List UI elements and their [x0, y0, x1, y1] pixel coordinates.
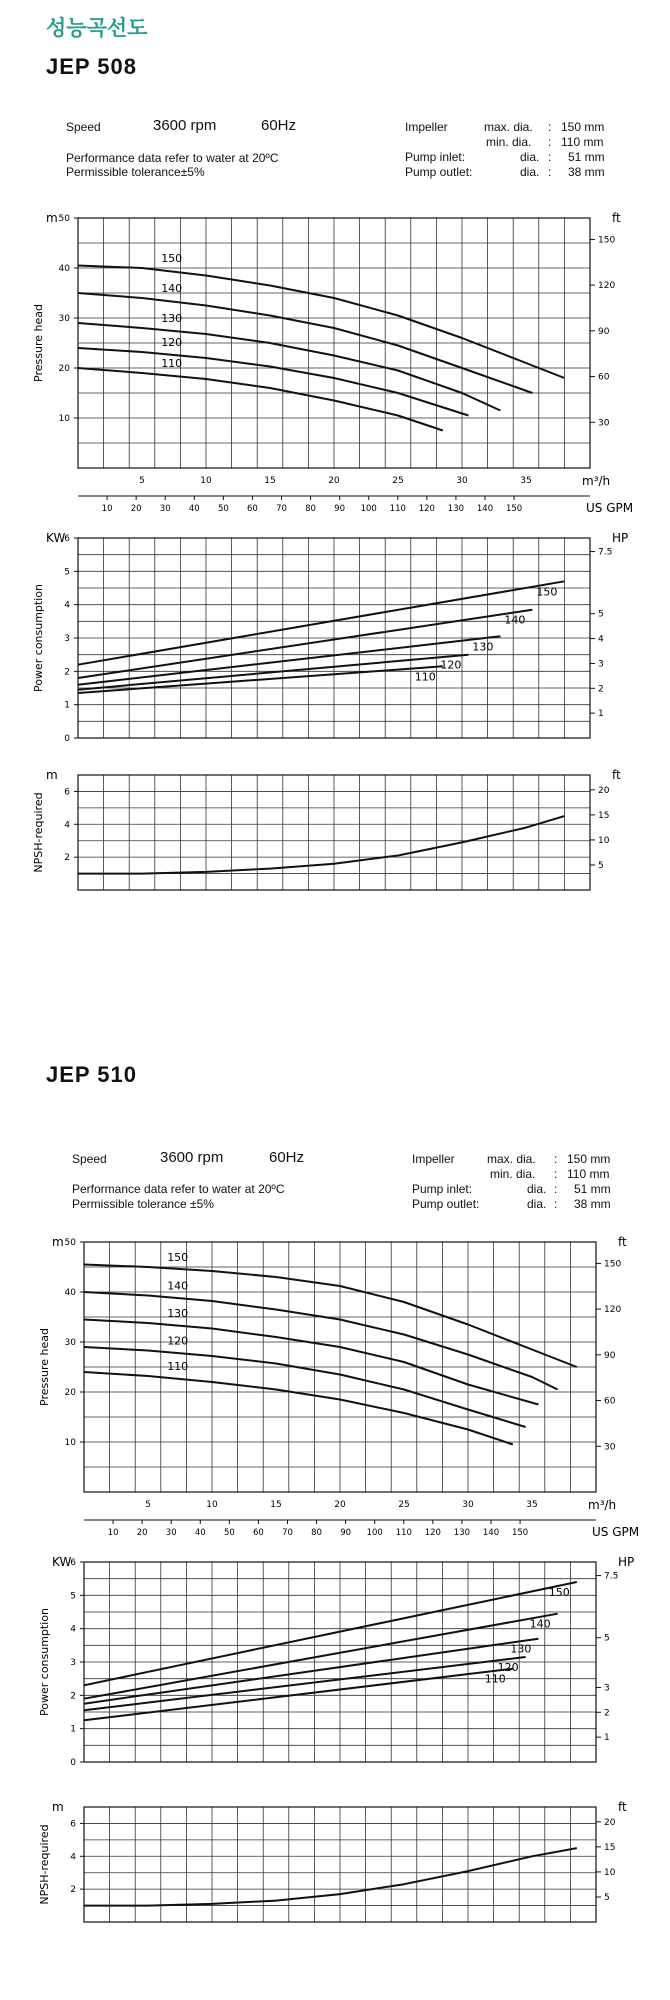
y2-tick-label: 60	[604, 1396, 616, 1407]
gpm-tick-label: 30	[165, 1528, 177, 1538]
gpm-tick-label: 10	[107, 1528, 119, 1538]
y2-tick-label: 5	[604, 1892, 610, 1903]
y2-tick-label: 1	[598, 709, 604, 720]
curve-120	[78, 655, 468, 690]
gpm-tick-label: 10	[101, 504, 113, 514]
y2-tick-label: 2	[598, 684, 604, 695]
x-tick-label: 30	[456, 476, 468, 486]
y-tick-label: 3	[64, 634, 70, 644]
gpm-axis-unit: US GPM	[586, 501, 634, 515]
y-axis-title: Power consumption	[32, 584, 45, 692]
y2-tick-label: 5	[598, 609, 604, 620]
y2-axis-unit: ft	[618, 1235, 627, 1249]
x-tick-label: 5	[145, 1500, 151, 1510]
y-axis-title: Pressure head	[32, 304, 45, 382]
y2-tick-label: 15	[604, 1842, 616, 1853]
performance-note: Performance data refer to water at 20ºC	[72, 1182, 285, 1196]
curve-140	[84, 1614, 558, 1699]
min-dia-label: min. dia.	[486, 135, 532, 149]
curve-label-140: 140	[161, 282, 183, 295]
inlet-dia-value: 51 mm	[568, 150, 605, 164]
y2-tick-label: 5	[604, 1633, 610, 1644]
curve-label-110: 110	[484, 1672, 506, 1686]
y2-tick-label: 120	[604, 1305, 622, 1316]
model-title-jep-510: JEP 510	[46, 1062, 138, 1087]
curve-label-120: 120	[161, 336, 183, 349]
gpm-tick-label: 110	[389, 504, 406, 514]
gpm-tick-label: 50	[223, 1528, 235, 1538]
x-axis-unit: m³/h	[588, 1498, 617, 1512]
gpm-tick-label: 140	[482, 1528, 500, 1538]
y2-tick-label: 90	[598, 326, 610, 337]
y-tick-label: 0	[64, 734, 70, 744]
y2-tick-label: 2	[604, 1708, 610, 1719]
inlet-dia-value: 51 mm	[574, 1182, 611, 1196]
y-tick-label: 5	[64, 567, 70, 578]
curve-130	[78, 323, 500, 411]
y-tick-label: 2	[64, 853, 70, 864]
gpm-tick-label: 130	[453, 1528, 471, 1538]
y-axis-unit: m	[52, 1800, 64, 1814]
y2-tick-label: 150	[598, 235, 616, 246]
gpm-tick-label: 110	[395, 1528, 412, 1538]
y-tick-label: 5	[70, 1591, 76, 1602]
x-tick-label: 25	[392, 476, 404, 486]
y2-tick-label: 1	[604, 1733, 610, 1744]
curve-label-150: 150	[548, 1586, 570, 1599]
y2-tick-label: 4	[598, 634, 604, 645]
y-axis-title: NPSH-required	[32, 792, 45, 873]
impeller-label: Impeller	[412, 1152, 455, 1166]
gpm-tick-label: 50	[217, 504, 229, 514]
outlet-dia-value: 38 mm	[568, 165, 605, 179]
curve-120	[84, 1347, 526, 1427]
y-tick-label: 4	[70, 1624, 76, 1635]
x-tick-label: 15	[264, 476, 276, 486]
y-tick-label: 6	[64, 787, 70, 798]
y2-axis-unit: ft	[618, 1800, 627, 1814]
y2-tick-label: 10	[604, 1867, 616, 1878]
curve-140	[84, 1292, 558, 1390]
y2-tick-label: 20	[604, 1817, 616, 1828]
hz-value: 60Hz	[261, 117, 297, 134]
curve-label-130: 130	[472, 640, 494, 654]
curve-label-140: 140	[529, 1617, 551, 1631]
min-dia-label: min. dia.	[490, 1167, 536, 1181]
x-tick-label: 30	[462, 1500, 474, 1510]
curve-120	[84, 1657, 526, 1710]
gpm-tick-label: 40	[194, 1528, 206, 1538]
y2-axis-unit: ft	[612, 211, 621, 225]
pump-inlet-label: Pump inlet:	[405, 150, 466, 164]
y2-tick-label: 7.5	[604, 1571, 619, 1582]
y2-axis-unit: HP	[618, 1555, 635, 1569]
x-tick-label: 20	[334, 1500, 346, 1510]
curve-label-130: 130	[167, 1307, 189, 1320]
inlet-dia-label: dia.	[527, 1182, 547, 1196]
y-tick-label: 50	[58, 214, 70, 224]
x-tick-label: 10	[206, 1500, 218, 1510]
gpm-tick-label: 150	[505, 504, 523, 514]
max-dia-label: max. dia.	[487, 1152, 536, 1166]
y-tick-label: 4	[64, 820, 70, 831]
curve-label-140: 140	[504, 613, 526, 627]
rpm-value: 3600 rpm	[160, 1149, 224, 1166]
y2-tick-label: 150	[604, 1259, 622, 1270]
page-title: 성능곡선도	[46, 17, 148, 40]
curve-110	[78, 368, 443, 431]
x-tick-label: 15	[270, 1500, 282, 1510]
y-tick-label: 50	[64, 1238, 76, 1248]
y-tick-label: 3	[70, 1658, 76, 1668]
y-tick-label: 1	[70, 1724, 76, 1735]
gpm-tick-label: 20	[136, 1528, 148, 1538]
chart-jep-510	[0, 1232, 670, 1972]
y-tick-label: 2	[70, 1885, 76, 1896]
y-tick-label: 40	[58, 264, 70, 274]
curve-110	[84, 1372, 513, 1445]
pump-inlet-label: Pump inlet:	[412, 1182, 473, 1196]
x-tick-label: 25	[398, 1500, 410, 1510]
min-dia-value: 110 mm	[567, 1167, 610, 1181]
curve-label-140: 140	[167, 1279, 189, 1293]
curve-label-110: 110	[161, 357, 183, 370]
y2-tick-label: 120	[598, 281, 616, 292]
npsh-curve	[78, 816, 564, 874]
curve-label-150: 150	[536, 585, 558, 599]
rpm-value: 3600 rpm	[153, 117, 217, 134]
curve-label-120: 120	[440, 658, 462, 672]
curve-label-110: 110	[167, 1360, 189, 1373]
y2-tick-label: 3	[598, 659, 604, 670]
y-tick-label: 6	[64, 534, 70, 544]
y2-tick-label: 5	[598, 860, 604, 871]
y-axis-unit: m	[46, 768, 58, 782]
gpm-tick-label: 70	[282, 1528, 293, 1538]
y-tick-label: 6	[70, 1558, 76, 1568]
y2-axis-unit: HP	[612, 531, 629, 545]
gpm-tick-label: 20	[130, 504, 142, 514]
gpm-tick-label: 70	[276, 504, 287, 514]
y2-tick-label: 30	[604, 1442, 616, 1453]
gpm-tick-label: 130	[447, 504, 465, 514]
y2-axis-unit: ft	[612, 768, 621, 782]
gpm-tick-label: 60	[253, 1528, 264, 1538]
curve-120	[78, 348, 468, 416]
outlet-dia-value: 38 mm	[574, 1197, 611, 1211]
y-axis-unit: KW	[46, 531, 66, 545]
x-tick-label: 35	[520, 476, 532, 486]
y-tick-label: 10	[64, 1438, 76, 1448]
npsh-curve	[84, 1848, 577, 1906]
y-tick-label: 20	[64, 1388, 76, 1398]
y-tick-label: 1	[64, 700, 70, 711]
y-tick-label: 4	[70, 1852, 76, 1863]
y-axis-unit: m	[52, 1235, 64, 1249]
gpm-tick-label: 80	[305, 504, 316, 514]
y-tick-label: 20	[58, 364, 70, 374]
y2-tick-label: 10	[598, 835, 610, 846]
gpm-tick-label: 100	[360, 504, 377, 514]
curve-label-110: 110	[414, 670, 436, 684]
impeller-label: Impeller	[405, 120, 448, 134]
y2-tick-label: 20	[598, 785, 610, 796]
y2-tick-label: 15	[598, 810, 610, 821]
pump-outlet-label: Pump outlet:	[412, 1197, 480, 1211]
y-tick-label: 30	[64, 1338, 76, 1348]
y-tick-label: 2	[70, 1691, 76, 1702]
y-axis-unit: KW	[52, 1555, 72, 1569]
y-axis-title: Pressure head	[38, 1328, 51, 1406]
gpm-axis-unit: US GPM	[592, 1525, 640, 1539]
gpm-tick-label: 140	[476, 504, 494, 514]
y-tick-label: 10	[58, 414, 70, 424]
gpm-tick-label: 120	[424, 1528, 441, 1538]
gpm-tick-label: 100	[366, 1528, 383, 1538]
min-dia-value: 110 mm	[561, 135, 604, 149]
x-axis-unit: m³/h	[582, 474, 611, 488]
y2-tick-label: 90	[604, 1350, 616, 1361]
tolerance-note: Permissible tolerance±5%	[66, 165, 205, 179]
outlet-dia-label: dia.	[520, 165, 540, 179]
speed-label: Speed	[72, 1152, 107, 1166]
y-tick-label: 6	[70, 1819, 76, 1830]
curve-label-120: 120	[497, 1661, 519, 1674]
performance-note: Performance data refer to water at 20ºC	[66, 151, 279, 165]
curve-label-130: 130	[161, 312, 183, 325]
max-dia-label: max. dia.	[484, 120, 533, 134]
curve-150	[78, 266, 564, 379]
curve-140	[78, 610, 532, 678]
y-tick-label: 0	[70, 1758, 76, 1768]
y2-tick-label: 7.5	[598, 547, 613, 558]
gpm-tick-label: 30	[159, 504, 171, 514]
gpm-tick-label: 90	[340, 1528, 352, 1538]
curve-label-130: 130	[510, 1642, 532, 1656]
model-title-jep-508: JEP 508	[46, 54, 138, 79]
x-tick-label: 5	[139, 476, 145, 486]
chart-jep-508	[0, 200, 670, 920]
gpm-tick-label: 90	[334, 504, 346, 514]
tolerance-note: Permissible tolerance ±5%	[72, 1197, 214, 1211]
gpm-tick-label: 40	[188, 504, 200, 514]
y-axis-title: Power consumption	[38, 1608, 51, 1716]
inlet-dia-label: dia.	[520, 150, 540, 164]
x-tick-label: 35	[526, 1500, 538, 1510]
y-tick-label: 40	[64, 1288, 76, 1298]
hz-value: 60Hz	[269, 1149, 305, 1166]
y-axis-title: NPSH-required	[38, 1824, 51, 1905]
gpm-tick-label: 150	[511, 1528, 529, 1538]
y-axis-unit: m	[46, 211, 58, 225]
y-tick-label: 4	[64, 600, 70, 611]
curve-label-120: 120	[167, 1334, 189, 1348]
x-tick-label: 20	[328, 476, 340, 486]
gpm-tick-label: 80	[311, 1528, 322, 1538]
curve-label-150: 150	[161, 252, 183, 265]
max-dia-value: 150 mm	[567, 1152, 611, 1166]
y2-tick-label: 3	[604, 1683, 610, 1694]
pump-outlet-label: Pump outlet:	[405, 165, 473, 179]
y-tick-label: 2	[64, 667, 70, 678]
curve-label-150: 150	[167, 1251, 189, 1264]
max-dia-value: 150 mm	[561, 120, 605, 134]
y2-tick-label: 30	[598, 418, 610, 429]
gpm-tick-label: 120	[418, 504, 435, 514]
y2-tick-label: 60	[598, 372, 610, 383]
gpm-tick-label: 60	[247, 504, 258, 514]
x-tick-label: 10	[200, 476, 212, 486]
outlet-dia-label: dia.	[527, 1197, 547, 1211]
y-tick-label: 30	[58, 314, 70, 324]
speed-label: Speed	[66, 120, 101, 134]
